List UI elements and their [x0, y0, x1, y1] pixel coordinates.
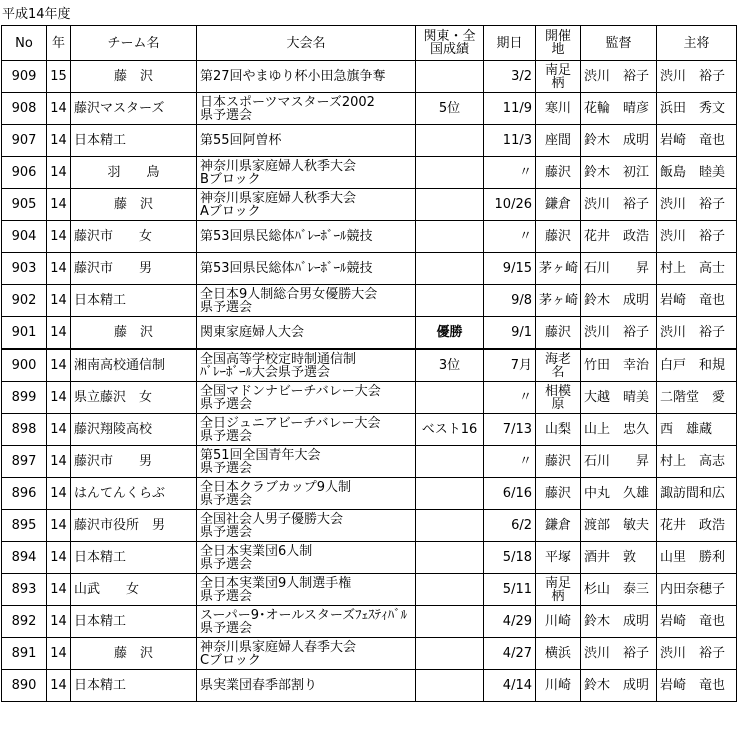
table-row [2, 125, 737, 157]
cell-coach: 鈴木 成明 [581, 125, 657, 157]
cell-no: 897 [2, 446, 47, 478]
cell-year: 14 [47, 510, 71, 542]
cell-year: 14 [47, 414, 71, 446]
cell-date: 9/15 [484, 253, 536, 285]
table-row [2, 93, 737, 125]
cell-captain: 内田奈穂子 [657, 574, 737, 606]
cell-result [416, 189, 484, 221]
cell-team: 藤沢市 女 [71, 221, 197, 253]
cell-captain: 岩崎 竜也 [657, 125, 737, 157]
cell-venue [536, 382, 581, 414]
cell-year: 14 [47, 638, 71, 670]
cell-coach: 渋川 裕子 [581, 61, 657, 93]
cell-venue-line1: 藤沢 [544, 486, 571, 501]
cell-event [197, 61, 416, 93]
cell-date: 〃 [484, 221, 536, 253]
cell-venue-line1: 川崎 [544, 614, 571, 629]
cell-captain: 諏訪間和広 [657, 478, 737, 510]
cell-captain: 渋川 裕子 [657, 638, 737, 670]
cell-event [197, 253, 416, 285]
cell-date: 6/2 [484, 510, 536, 542]
cell-event-line1: 全日ジュニアビーチバレー大会 [200, 415, 381, 431]
cell-event [197, 157, 416, 189]
cell-no: 891 [2, 638, 47, 670]
cell-venue [536, 606, 581, 638]
cell-event-line2: 県予選会 [200, 524, 253, 540]
cell-event-line1: 全国社会人男子優勝大会 [200, 511, 344, 527]
table-row [2, 253, 737, 285]
cell-no: 904 [2, 221, 47, 253]
cell-result [416, 542, 484, 574]
cell-year: 14 [47, 93, 71, 125]
cell-result [416, 221, 484, 253]
cell-team: 藤沢市役所 男 [71, 510, 197, 542]
cell-venue [536, 61, 581, 93]
cell-coach: 花輪 晴彦 [581, 93, 657, 125]
cell-no: 892 [2, 606, 47, 638]
cell-result [416, 670, 484, 702]
cell-event-line1: 第27回やまゆり杯小田急旗争奪 [200, 69, 386, 84]
cell-event-line2: 県予選会 [200, 620, 253, 636]
cell-venue-line1: 藤沢 [544, 454, 571, 469]
header-team: チーム名 [71, 26, 197, 61]
cell-date: 11/3 [484, 125, 536, 157]
cell-team: 日本精工 [71, 285, 197, 317]
cell-event-line2: Aブロック [200, 203, 261, 219]
header-event: 大会名 [197, 26, 416, 61]
cell-event-line1: 第55回阿曽杯 [200, 133, 282, 148]
cell-coach: 竹田 幸治 [581, 349, 657, 382]
cell-team: 藤沢翔陵高校 [71, 414, 197, 446]
cell-date: 3/2 [484, 61, 536, 93]
cell-event-line2: ﾊﾞﾚｰﾎﾞｰﾙ大会県予選会 [200, 364, 331, 380]
cell-event-line2: 県予選会 [200, 396, 253, 412]
cell-captain: 山里 勝利 [657, 542, 737, 574]
cell-event [197, 670, 416, 702]
cell-team: 藤 沢 [71, 317, 197, 350]
cell-venue [536, 125, 581, 157]
cell-event-line1: 第51回全国青年大会 [200, 447, 321, 463]
cell-venue [536, 542, 581, 574]
cell-coach: 渋川 裕子 [581, 638, 657, 670]
cell-venue [536, 317, 581, 350]
cell-team: 藤沢マスターズ [71, 93, 197, 125]
cell-venue [536, 253, 581, 285]
cell-venue-line1: 平塚 [544, 550, 571, 565]
cell-venue [536, 638, 581, 670]
cell-event-line1: 第53回県民総体ﾊﾞﾚｰﾎﾞｰﾙ競技 [200, 261, 373, 276]
table-row [2, 349, 737, 382]
cell-result [416, 606, 484, 638]
cell-date: 6/16 [484, 478, 536, 510]
cell-captain: 岩崎 竜也 [657, 606, 737, 638]
cell-team: 藤沢市 男 [71, 446, 197, 478]
header-date: 期日 [484, 26, 536, 61]
header-result-line2: 国成績 [429, 42, 469, 57]
cell-result [416, 157, 484, 189]
cell-team: 藤 沢 [71, 638, 197, 670]
cell-year: 14 [47, 382, 71, 414]
cell-no: 899 [2, 382, 47, 414]
cell-coach: 渋川 裕子 [581, 317, 657, 350]
cell-date: 4/27 [484, 638, 536, 670]
cell-venue-line2: 柄 [551, 75, 565, 91]
cell-event-line1: 日本スポーツマスターズ2002 [200, 94, 375, 110]
cell-venue-line1: 座間 [544, 133, 571, 148]
cell-year: 15 [47, 61, 71, 93]
cell-venue-line1: 山梨 [544, 422, 571, 437]
cell-venue-line2: 原 [551, 396, 565, 412]
cell-coach: 石川 昇 [581, 446, 657, 478]
cell-venue-line1: 海老 [544, 351, 571, 367]
cell-captain: 渋川 裕子 [657, 317, 737, 350]
cell-team: 羽 鳥 [71, 157, 197, 189]
cell-event [197, 414, 416, 446]
cell-result [416, 510, 484, 542]
cell-no: 890 [2, 670, 47, 702]
cell-event [197, 382, 416, 414]
cell-team: 日本精工 [71, 125, 197, 157]
cell-no: 905 [2, 189, 47, 221]
cell-venue-line1: 藤沢 [544, 229, 571, 244]
cell-team: 湘南高校通信制 [71, 349, 197, 382]
cell-year: 14 [47, 349, 71, 382]
cell-coach: 中丸 久雄 [581, 478, 657, 510]
cell-year: 14 [47, 606, 71, 638]
cell-date: 4/14 [484, 670, 536, 702]
cell-event-line1: 全国高等学校定時制通信制 [200, 351, 357, 367]
cell-event-line1: 全日本実業団6人制 [200, 543, 313, 559]
table-row [2, 542, 737, 574]
cell-result [416, 478, 484, 510]
table-row [2, 189, 737, 221]
cell-no: 895 [2, 510, 47, 542]
cell-event-line1: 神奈川県家庭婦人春季大会 [200, 639, 357, 655]
cell-team: 藤 沢 [71, 61, 197, 93]
cell-year: 14 [47, 670, 71, 702]
cell-event [197, 125, 416, 157]
cell-event [197, 317, 416, 350]
cell-captain: 花井 政浩 [657, 510, 737, 542]
table-row [2, 221, 737, 253]
cell-venue-line2: 柄 [551, 588, 565, 604]
header-venue-line2: 地 [551, 42, 565, 57]
cell-event-line2: Cブロック [200, 652, 261, 668]
cell-year: 14 [47, 189, 71, 221]
cell-venue [536, 189, 581, 221]
cell-date: 〃 [484, 446, 536, 478]
cell-date: 5/18 [484, 542, 536, 574]
cell-team: 藤 沢 [71, 189, 197, 221]
cell-venue [536, 510, 581, 542]
cell-no: 906 [2, 157, 47, 189]
table-row [2, 157, 737, 189]
cell-team: 藤沢市 男 [71, 253, 197, 285]
cell-event [197, 189, 416, 221]
cell-result [416, 382, 484, 414]
cell-event [197, 542, 416, 574]
table-row [2, 638, 737, 670]
cell-event-line1: 神奈川県家庭婦人秋季大会 [200, 158, 357, 174]
cell-event [197, 93, 416, 125]
cell-captain: 渋川 裕子 [657, 61, 737, 93]
cell-date: 〃 [484, 382, 536, 414]
header-no: No [2, 26, 47, 61]
header-row [2, 26, 737, 61]
cell-year: 14 [47, 157, 71, 189]
cell-venue-line1: 茅ヶ崎 [539, 261, 579, 276]
cell-captain: 浜田 秀文 [657, 93, 737, 125]
cell-event [197, 285, 416, 317]
cell-event-line1: 関東家庭婦人大会 [200, 325, 305, 340]
cell-event-line1: 全日本実業団9人制選手権 [200, 575, 352, 591]
cell-venue-line1: 鎌倉 [544, 197, 571, 212]
table-row [2, 574, 737, 606]
cell-event-line1: 全国マドンナビーチバレー大会 [200, 383, 381, 399]
cell-event [197, 574, 416, 606]
cell-venue-line1: 相模 [544, 383, 571, 399]
cell-result [416, 61, 484, 93]
cell-result [416, 253, 484, 285]
cell-event-line2: 県予選会 [200, 299, 253, 315]
cell-no: 909 [2, 61, 47, 93]
cell-year: 14 [47, 285, 71, 317]
cell-no: 908 [2, 93, 47, 125]
cell-date: 9/8 [484, 285, 536, 317]
cell-coach: 渡部 敏夫 [581, 510, 657, 542]
cell-date: 9/1 [484, 317, 536, 350]
cell-no: 896 [2, 478, 47, 510]
cell-captain: 岩崎 竜也 [657, 670, 737, 702]
cell-coach: 杉山 泰三 [581, 574, 657, 606]
cell-result: ベスト16 [416, 414, 484, 446]
cell-event-line2: 県予選会 [200, 460, 253, 476]
cell-event-line1: 全日本クラブカップ9人制 [200, 479, 352, 495]
cell-result: 優勝 [416, 317, 484, 350]
cell-team: 県立藤沢 女 [71, 382, 197, 414]
fiscal-year-caption: 平成14年度 [2, 7, 71, 22]
cell-event-line1: スーパー9･オールスターズﾌｪｽﾃｨﾊﾞﾙ [200, 607, 408, 623]
cell-coach: 鈴木 成明 [581, 670, 657, 702]
cell-no: 907 [2, 125, 47, 157]
table-row [2, 414, 737, 446]
header-year: 年 [47, 26, 71, 61]
cell-year: 14 [47, 221, 71, 253]
cell-coach: 鈴木 成明 [581, 606, 657, 638]
cell-date: 11/9 [484, 93, 536, 125]
cell-coach: 山上 忠久 [581, 414, 657, 446]
cell-venue-line1: 南足 [544, 575, 571, 591]
cell-event [197, 606, 416, 638]
table-row [2, 670, 737, 702]
cell-event-line2: 県予選会 [200, 107, 253, 123]
table-row [2, 285, 737, 317]
cell-event-line2: 県予選会 [200, 588, 253, 604]
cell-team: 日本精工 [71, 670, 197, 702]
cell-event-line2: 県予選会 [200, 556, 253, 572]
cell-coach: 渋川 裕子 [581, 189, 657, 221]
cell-result [416, 638, 484, 670]
cell-event-line2: 県予選会 [200, 428, 253, 444]
cell-event-line1: 県実業団春季部割り [200, 678, 318, 693]
cell-coach: 鈴木 初江 [581, 157, 657, 189]
cell-event-line1: 全日本9人制総合男女優勝大会 [200, 286, 378, 302]
cell-venue [536, 93, 581, 125]
cell-team: 日本精工 [71, 606, 197, 638]
cell-result [416, 574, 484, 606]
cell-venue [536, 670, 581, 702]
results-table [1, 25, 737, 702]
cell-no: 903 [2, 253, 47, 285]
cell-coach: 花井 政浩 [581, 221, 657, 253]
cell-team: 山武 女 [71, 574, 197, 606]
cell-venue-line1: 南足 [544, 62, 571, 78]
cell-venue-line1: 川崎 [544, 678, 571, 693]
cell-captain: 渋川 裕子 [657, 189, 737, 221]
cell-venue-line1: 寒川 [544, 101, 571, 116]
cell-captain: 二階堂 愛 [657, 382, 737, 414]
cell-event-line1: 第53回県民総体ﾊﾞﾚｰﾎﾞｰﾙ競技 [200, 229, 373, 244]
cell-venue [536, 574, 581, 606]
cell-event-line2: 県予選会 [200, 492, 253, 508]
cell-event [197, 478, 416, 510]
cell-result [416, 125, 484, 157]
cell-venue [536, 157, 581, 189]
cell-team: はんてんくらぶ [71, 478, 197, 510]
table-row [2, 61, 737, 93]
cell-coach: 石川 昇 [581, 253, 657, 285]
cell-event [197, 510, 416, 542]
table-row [2, 606, 737, 638]
cell-date: 4/29 [484, 606, 536, 638]
cell-venue-line1: 藤沢 [544, 165, 571, 180]
cell-venue [536, 349, 581, 382]
cell-year: 14 [47, 478, 71, 510]
cell-captain: 白戸 和規 [657, 349, 737, 382]
cell-result [416, 446, 484, 478]
header-result-line1: 関東・全 [423, 29, 476, 44]
cell-event-line2: Bブロック [200, 171, 261, 187]
cell-year: 14 [47, 317, 71, 350]
cell-year: 14 [47, 574, 71, 606]
cell-no: 898 [2, 414, 47, 446]
table-row [2, 478, 737, 510]
cell-date: 7月 [484, 349, 536, 382]
cell-date: 7/13 [484, 414, 536, 446]
cell-venue [536, 446, 581, 478]
cell-no: 900 [2, 349, 47, 382]
cell-date: 〃 [484, 157, 536, 189]
cell-event [197, 221, 416, 253]
header-result [416, 26, 484, 61]
cell-coach: 鈴木 成明 [581, 285, 657, 317]
cell-year: 14 [47, 542, 71, 574]
header-coach: 監督 [581, 26, 657, 61]
cell-coach: 大越 晴美 [581, 382, 657, 414]
cell-result: 3位 [416, 349, 484, 382]
cell-date: 10/26 [484, 189, 536, 221]
table-row [2, 317, 737, 350]
cell-venue [536, 414, 581, 446]
cell-coach: 酒井 敦 [581, 542, 657, 574]
cell-date: 5/11 [484, 574, 536, 606]
cell-captain: 岩崎 竜也 [657, 285, 737, 317]
cell-result [416, 285, 484, 317]
cell-venue-line1: 鎌倉 [544, 518, 571, 533]
table-row [2, 446, 737, 478]
cell-venue [536, 285, 581, 317]
cell-event-line1: 神奈川県家庭婦人秋季大会 [200, 190, 357, 206]
cell-captain: 飯島 睦美 [657, 157, 737, 189]
table-row [2, 382, 737, 414]
cell-captain: 村上 高志 [657, 446, 737, 478]
cell-year: 14 [47, 253, 71, 285]
table-row [2, 510, 737, 542]
cell-result: 5位 [416, 93, 484, 125]
cell-year: 14 [47, 446, 71, 478]
cell-captain: 渋川 裕子 [657, 221, 737, 253]
cell-venue-line1: 横浜 [544, 646, 571, 661]
cell-venue [536, 478, 581, 510]
cell-venue [536, 221, 581, 253]
cell-no: 902 [2, 285, 47, 317]
cell-captain: 村上 高士 [657, 253, 737, 285]
cell-no: 901 [2, 317, 47, 350]
header-venue-line1: 開催 [544, 29, 571, 44]
cell-team: 日本精工 [71, 542, 197, 574]
cell-event [197, 638, 416, 670]
header-venue [536, 26, 581, 61]
cell-event [197, 349, 416, 382]
cell-venue-line2: 名 [551, 364, 565, 380]
cell-venue-line1: 茅ヶ崎 [539, 293, 579, 308]
header-captain: 主将 [657, 26, 737, 61]
cell-no: 893 [2, 574, 47, 606]
cell-event [197, 446, 416, 478]
cell-year: 14 [47, 125, 71, 157]
cell-captain: 西 雄蔵 [657, 414, 737, 446]
cell-no: 894 [2, 542, 47, 574]
cell-venue-line1: 藤沢 [544, 325, 571, 340]
